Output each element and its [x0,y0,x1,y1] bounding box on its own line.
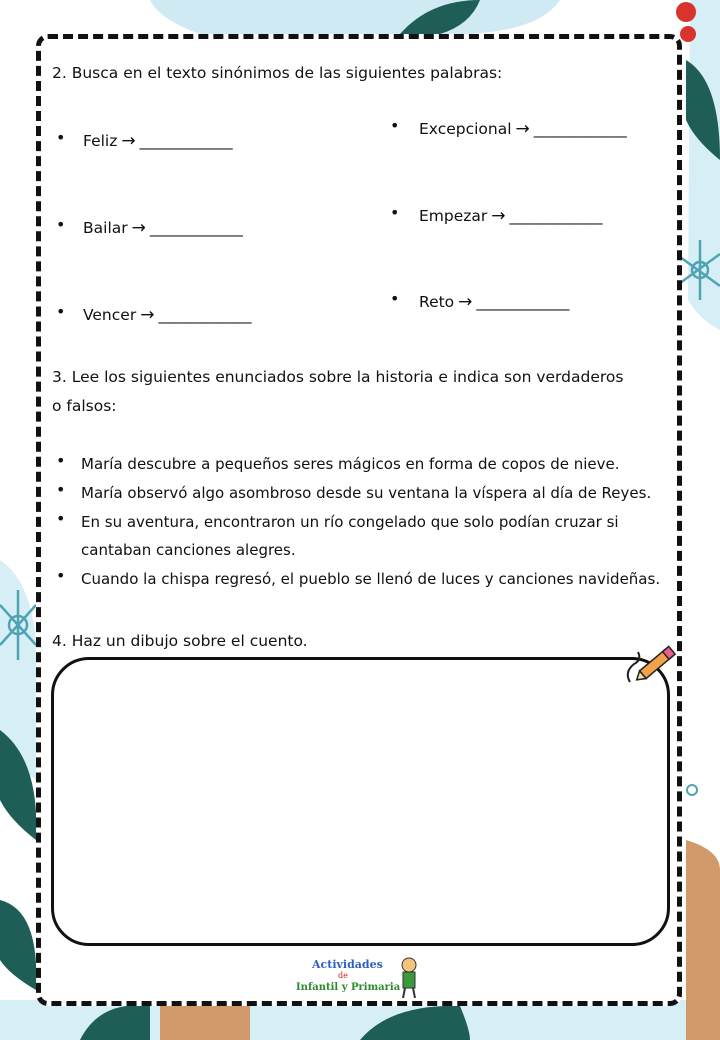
logo-kid-icon [396,956,422,1000]
answer-blank: ____________ [476,293,570,311]
answer-blank: ____________ [158,306,252,324]
answer-blank: ____________ [509,207,603,225]
synonym-line [419,205,603,227]
pencil-icon [622,642,682,692]
synonym-word: Empezar [419,207,488,225]
bullet-icon: • [56,302,66,321]
bullet-icon: • [56,480,66,499]
bottom-cookie [160,1006,250,1040]
answer-blank: ____________ [139,132,233,150]
synonym-word: Reto [419,293,455,311]
synonym-line [83,130,233,152]
berry-second [680,26,696,42]
right-cookie [686,840,720,1040]
question-3-title-line2: o falsos: [52,397,117,415]
bullet-icon: • [56,128,66,147]
statement-2: María observó algo asombroso desde su ventana la víspera al día de Reyes. [81,484,652,502]
synonym-line [419,291,569,313]
arrow-right-icon: → [515,119,530,139]
logo [296,956,426,1000]
statement-4: Cuando la chispa regresó, el pueblo se llenó de luces y canciones navideñas. [81,570,661,588]
question-3-title-line1: 3. Lee los siguientes enunciados sobre la historia e indica son verdaderos [52,368,624,386]
left-leaf-2 [0,900,36,990]
drawing-area[interactable] [51,657,670,946]
logo-line-2: de [338,971,348,980]
synonym-word: Vencer [83,306,137,324]
answer-blank: ____________ [533,120,627,138]
logo-line-1: Actividades [312,958,383,971]
arrow-right-icon: → [131,218,146,238]
synonym-word: Feliz [83,132,118,150]
berry-top [676,2,696,22]
arrow-right-icon: → [491,206,506,226]
answer-blank: ____________ [149,219,243,237]
bullet-icon: • [390,289,400,308]
statement-3-continued: cantaban canciones alegres. [81,541,296,559]
question-4-title: 4. Haz un dibujo sobre el cuento. [52,632,308,650]
question-2-title: 2. Busca en el texto sinónimos de las siguientes palabras: [52,64,503,82]
bullet-icon: • [56,451,66,470]
bullet-icon: • [390,116,400,135]
synonym-word: Excepcional [419,120,512,138]
synonym-line [83,217,243,239]
bullet-icon: • [56,215,66,234]
statement-1: María descubre a pequeños seres mágicos en forma de copos de nieve. [81,455,620,473]
arrow-right-icon: → [140,305,155,325]
snowflake-right-lower [687,785,697,795]
logo-line-3: Infantil y Primaria [296,982,401,993]
statement-3: En su aventura, encontraron un río congelado que solo podían cruzar si [81,513,619,531]
arrow-right-icon: → [121,131,136,151]
synonym-line [83,304,251,326]
arrow-right-icon: → [458,292,473,312]
bullet-icon: • [56,509,66,528]
synonym-word: Bailar [83,219,128,237]
bullet-icon: • [56,566,66,585]
synonym-line [419,118,627,140]
bullet-icon: • [390,203,400,222]
top-blue-blob [150,0,560,34]
right-blue-blob [688,0,720,330]
